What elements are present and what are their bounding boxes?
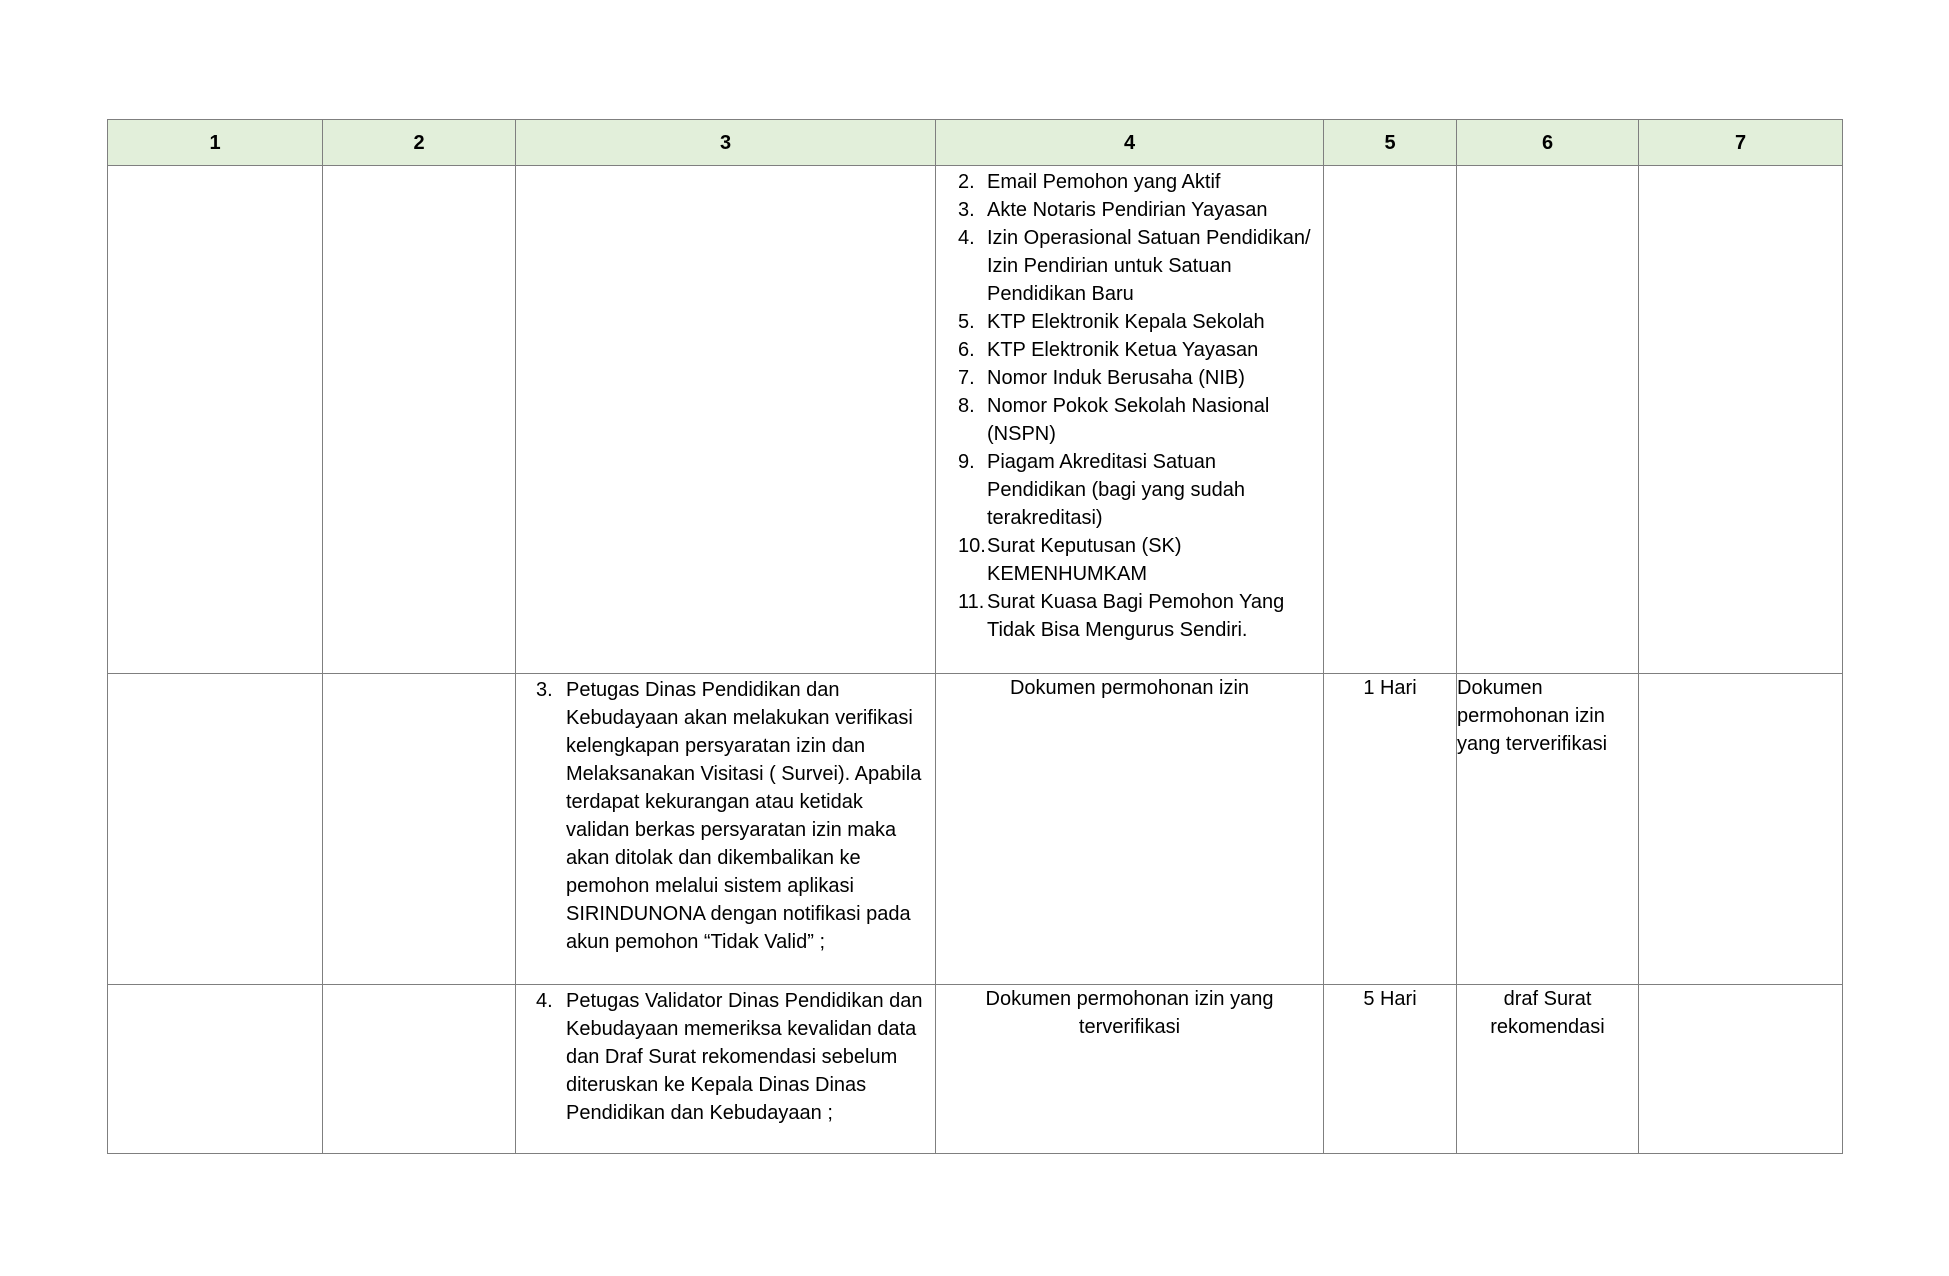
requirements-list xyxy=(936,166,1323,644)
list-item-text: Nomor Induk Berusaha (NIB) xyxy=(987,367,1245,389)
list-item-number: 7. xyxy=(958,367,975,389)
list-item-text: Akte Notaris Pendirian Yayasan xyxy=(987,199,1268,221)
list-item xyxy=(958,168,1317,196)
list-item-number: 11. xyxy=(958,591,985,613)
cell-empty xyxy=(323,985,516,1154)
list-item-text: Nomor Pokok Sekolah Nasional (NSPN) xyxy=(987,395,1270,445)
header-col-1: 1 xyxy=(108,120,323,166)
cell-empty xyxy=(1639,166,1843,674)
list-item-number: 9. xyxy=(958,451,975,473)
table-row xyxy=(108,674,1843,985)
list-item-text: Surat Kuasa Bagi Pemohon Yang Tidak Bisa Mengurus Sendiri. xyxy=(987,591,1285,641)
step-item xyxy=(516,674,935,956)
cell-empty xyxy=(1324,166,1457,674)
list-item xyxy=(958,448,1317,532)
header-col-6: 6 xyxy=(1457,120,1639,166)
list-item-text: KTP Elektronik Ketua Yayasan xyxy=(987,339,1259,361)
list-item xyxy=(958,336,1317,364)
step-number: 4. xyxy=(536,990,553,1012)
list-item xyxy=(958,532,1317,588)
cell-empty xyxy=(323,674,516,985)
input-document-cell: Dokumen permohonan izin xyxy=(936,674,1324,985)
cell-empty xyxy=(1457,166,1639,674)
step-cell xyxy=(516,985,936,1154)
header-col-3: 3 xyxy=(516,120,936,166)
list-item-number: 4. xyxy=(958,227,975,249)
header-col-2: 2 xyxy=(323,120,516,166)
list-item-text: Izin Operasional Satuan Pendidikan/ Izin Pendirian untuk Satuan Pendidikan Baru xyxy=(987,227,1311,305)
step-cell xyxy=(516,674,936,985)
list-item-text: KTP Elektronik Kepala Sekolah xyxy=(987,311,1265,333)
table-row xyxy=(108,985,1843,1154)
cell-empty xyxy=(108,674,323,985)
output-cell: Dokumen permohonan izin yang terverifikasi xyxy=(1457,674,1639,985)
time-cell: 5 Hari xyxy=(1324,985,1457,1154)
list-item-number: 6. xyxy=(958,339,975,361)
list-item-number: 8. xyxy=(958,395,975,417)
step-number: 3. xyxy=(536,679,553,701)
list-item-number: 3. xyxy=(958,199,975,221)
procedure-table xyxy=(107,119,1843,1154)
list-item xyxy=(958,196,1317,224)
list-item xyxy=(958,392,1317,448)
time-cell: 1 Hari xyxy=(1324,674,1457,985)
cell-empty xyxy=(1639,985,1843,1154)
list-item-number: 5. xyxy=(958,311,975,333)
header-col-4: 4 xyxy=(936,120,1324,166)
header-col-5: 5 xyxy=(1324,120,1457,166)
list-item-text: Email Pemohon yang Aktif xyxy=(987,171,1221,193)
cell-empty xyxy=(516,166,936,674)
header-row xyxy=(108,120,1843,166)
output-cell: draf Surat rekomendasi xyxy=(1457,985,1639,1154)
input-document-cell: Dokumen permohonan izin yang terverifikasi xyxy=(936,985,1324,1154)
cell-empty xyxy=(108,166,323,674)
list-item-number: 10. xyxy=(958,535,986,557)
list-item xyxy=(958,224,1317,308)
step-description: Petugas Dinas Pendidikan dan Kebudayaan akan melakukan verifikasi kelengkapan persyaratan izin dan Melaksanakan Visitasi ( Survei). Apabila terdapat kekurangan atau ketidak validan berkas persyaratan izin maka akan ditolak dan dikembalikan ke pemohon melalui sistem aplikasi SIRINDUNONA dengan notifikasi pada akun pemohon “Tidak Valid” ; xyxy=(566,679,922,953)
list-item-text: Surat Keputusan (SK) KEMENHUMKAM xyxy=(987,535,1182,585)
cell-empty xyxy=(1639,674,1843,985)
requirements-cell xyxy=(936,166,1324,674)
list-item xyxy=(958,308,1317,336)
list-item xyxy=(958,364,1317,392)
list-item-text: Piagam Akreditasi Satuan Pendidikan (bagi yang sudah terakreditasi) xyxy=(987,451,1245,529)
list-item-number: 2. xyxy=(958,171,975,193)
cell-empty xyxy=(323,166,516,674)
cell-empty xyxy=(108,985,323,1154)
step-description: Petugas Validator Dinas Pendidikan dan Kebudayaan memeriksa kevalidan data dan Draf Surat rekomendasi sebelum diteruskan ke Kepala Dinas Dinas Pendidikan dan Kebudayaan ; xyxy=(566,990,923,1124)
step-item xyxy=(516,985,935,1127)
list-item xyxy=(958,588,1317,644)
header-col-7: 7 xyxy=(1639,120,1843,166)
table-row xyxy=(108,166,1843,674)
